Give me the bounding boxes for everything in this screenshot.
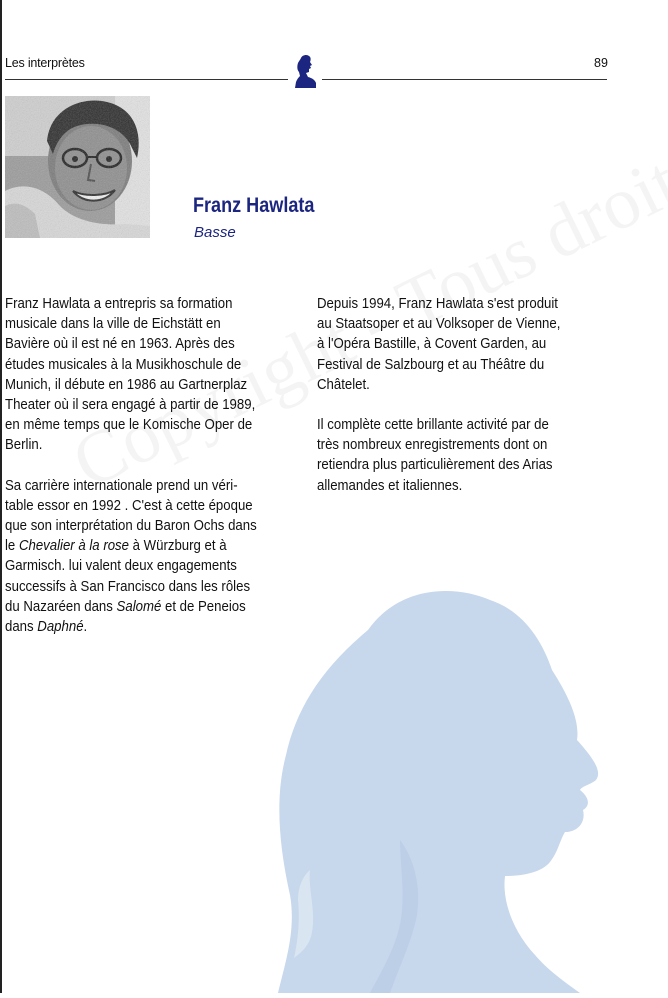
text-line: retiendra plus particulièrement des Arias	[317, 456, 553, 474]
composer-silhouette-icon	[292, 52, 318, 88]
header-rule	[5, 79, 288, 80]
text-line: table essor en 1992 . C'est à cette époque	[5, 496, 253, 514]
text-line: Bavière où il est né en 1963. Après des	[5, 335, 235, 353]
biography-paragraph	[5, 476, 257, 638]
biography-paragraph	[317, 294, 560, 395]
text-line: Depuis 1994, Franz Hawlata s'est produit	[317, 295, 558, 312]
text-line: Garmisch. lui valent deux engagements	[5, 557, 237, 575]
mozart-profile-silhouette-icon	[250, 560, 668, 993]
page-edge	[0, 0, 2, 993]
text-line: musicale dans la ville de Eichstätt en	[5, 315, 221, 333]
text-line: Munich, il débute en 1986 au Gartnerplaz	[5, 375, 248, 393]
text-line: .	[83, 618, 88, 636]
text-line: et de Peneios	[161, 597, 246, 615]
text-line: à l'Opéra Bastille, à Covent Garden, au	[317, 335, 547, 353]
text-line: en même temps que le Komische Oper de	[5, 416, 253, 434]
text-line: à Würzburg et à	[128, 537, 227, 555]
opera-title: Salomé	[116, 597, 162, 615]
biography-right-column	[317, 294, 594, 496]
header-rule	[322, 79, 607, 80]
text-line: très nombreux enregistrements dont on	[317, 436, 548, 454]
running-header-title: Les interprètes	[5, 56, 85, 70]
text-line: Theater où il sera engagé à partir de 1989,	[5, 396, 256, 414]
voice-type: Basse	[194, 224, 236, 241]
text-line: Berlin.	[5, 436, 43, 454]
opera-title: Chevalier à la rose	[18, 537, 129, 555]
opera-title: Daphné	[37, 618, 84, 636]
text-line: successifs à San Francisco dans les rôles	[5, 577, 251, 595]
artist-name: Franz Hawlata	[193, 194, 315, 217]
text-line: Franz Hawlata a entrepris sa formation	[5, 295, 233, 312]
text-line: Châtelet.	[317, 375, 370, 393]
text-line: Il complète cette brillante activité par de	[317, 416, 549, 434]
portrait-photo	[5, 96, 150, 238]
text-line: que son interprétation du Baron Ochs dans	[5, 517, 257, 535]
text-line: le	[5, 537, 19, 555]
text-line: au Staatsoper et au Volksoper de Vienne,	[317, 315, 561, 333]
page-number: 89	[594, 56, 608, 70]
biography-paragraph	[5, 294, 257, 456]
text-line: dans	[5, 618, 38, 636]
text-line: allemandes et italiennes.	[317, 476, 463, 494]
biography-paragraph	[317, 415, 560, 496]
text-line: du Nazaréen dans	[5, 597, 117, 615]
text-line: Festival de Salzbourg et au Théâtre du	[317, 355, 545, 373]
text-line: études musicales à la Musikhoschule de	[5, 355, 242, 373]
text-line: Sa carrière internationale prend un véri-	[5, 476, 238, 494]
biography-left-column	[5, 294, 291, 637]
